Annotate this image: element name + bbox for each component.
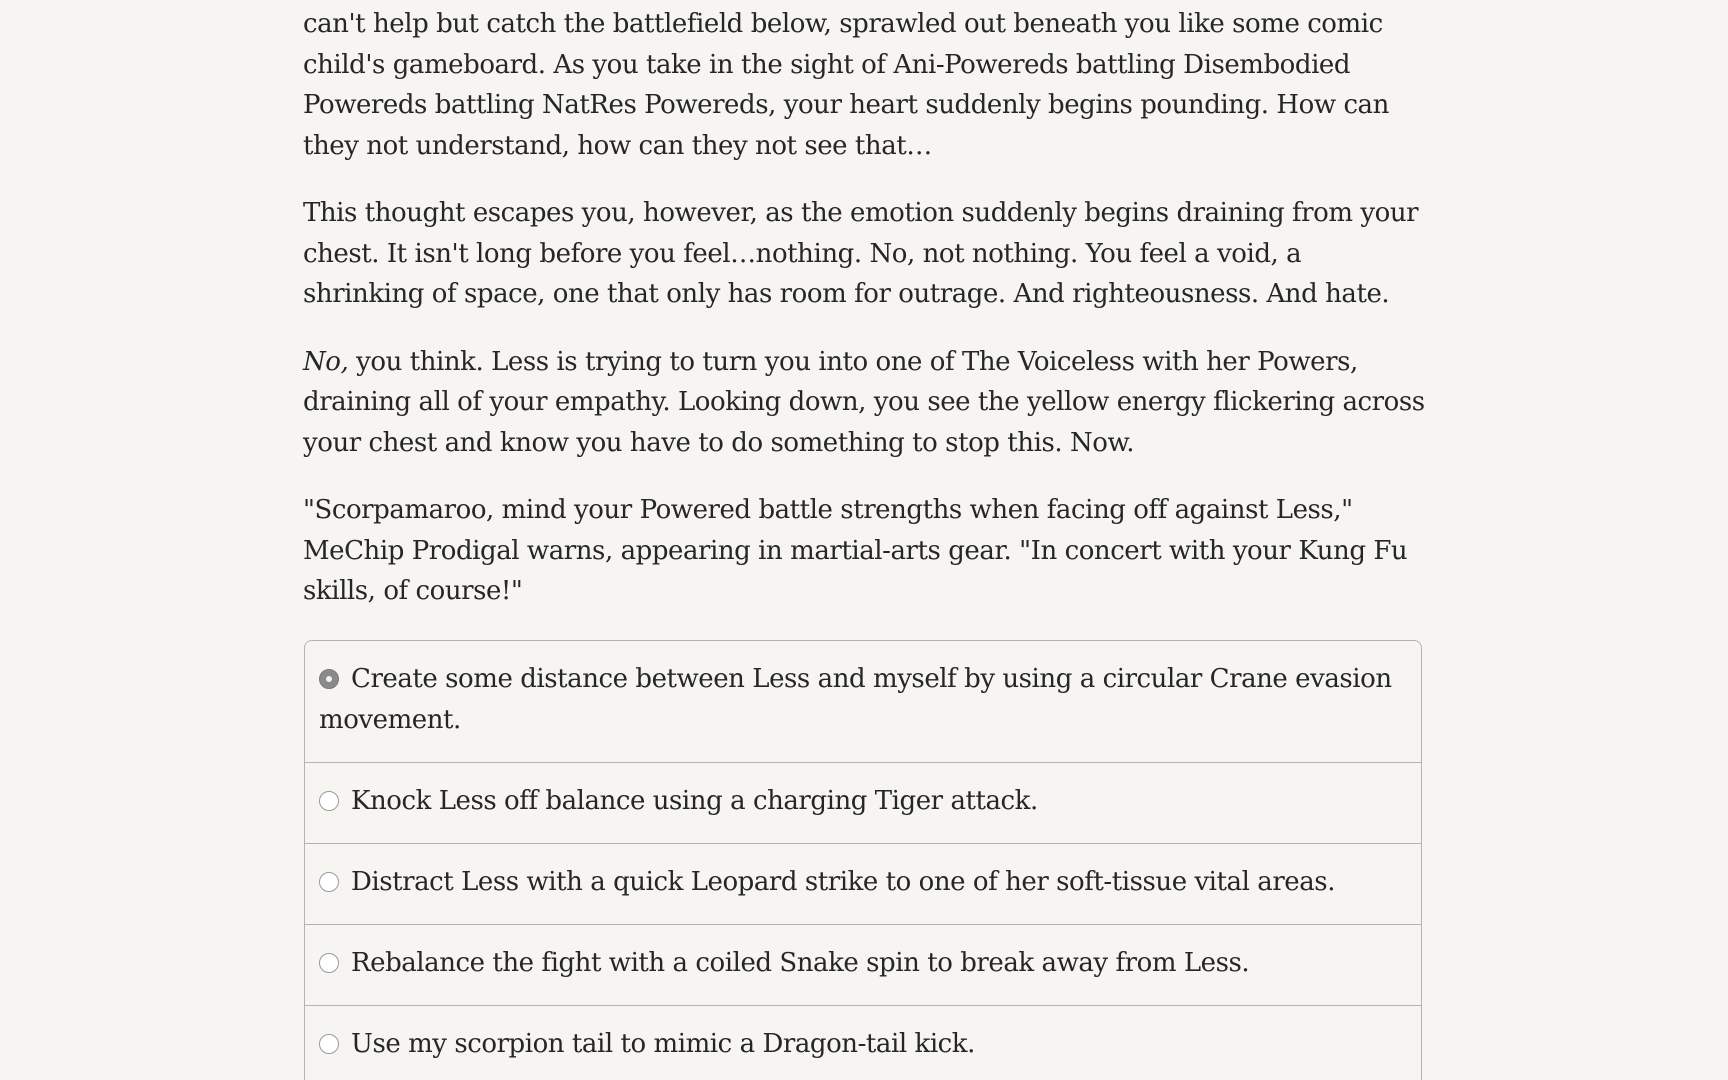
choice-option[interactable] xyxy=(305,763,1421,844)
radio-empty-icon[interactable] xyxy=(319,872,339,892)
story-emphasis: No, xyxy=(303,346,349,377)
story-paragraph: This thought escapes you, however, as the emotion suddenly begins draining from your chest. It isn't long before you feel…nothing. No, not nothing. You feel a void, a shrinking of space, one that only has room for outrage. And righteousness. And hate. xyxy=(303,198,1419,309)
choice-label: Use my scorpion tail to mimic a Dragon-tail kick. xyxy=(351,1029,975,1059)
choice-option[interactable] xyxy=(305,925,1421,1006)
radio-empty-icon[interactable] xyxy=(319,953,339,973)
choice-label: Rebalance the fight with a coiled Snake spin to break away from Less. xyxy=(351,948,1250,978)
story-paragraph: can't help but catch the battlefield below, sprawled out beneath you like some comic child's gameboard. As you take in the sight of Ani-Powereds battling Disembodied Powereds battling NatRes Powereds, your heart suddenly begins pounding. How can they not understand, how can they not see that… xyxy=(303,9,1389,161)
radio-empty-icon[interactable] xyxy=(319,791,339,811)
story-text xyxy=(303,4,1427,639)
radio-selected-icon[interactable] xyxy=(319,669,339,689)
choice-option[interactable] xyxy=(305,641,1421,763)
story-paragraph-text: you think. Less is trying to turn you into one of The Voiceless with her Powers, draining all of your empathy. Looking down, you see the yellow energy flickering across your chest and know you have to do something to stop this. Now. xyxy=(303,346,1425,458)
choice-list xyxy=(304,640,1422,1080)
choice-label: Distract Less with a quick Leopard strike to one of her soft-tissue vital areas. xyxy=(351,867,1336,897)
story-paragraph xyxy=(303,342,1427,464)
choice-label: Create some distance between Less and myself by using a circular Crane evasion movement. xyxy=(319,664,1392,735)
story-paragraph: "Scorpamaroo, mind your Powered battle strengths when facing off against Less," MeChip Prodigal warns, appearing in martial-arts gear. "In concert with your Kung Fu skills, of course!" xyxy=(303,495,1408,606)
choice-option[interactable] xyxy=(305,844,1421,925)
radio-empty-icon[interactable] xyxy=(319,1034,339,1054)
choice-option[interactable] xyxy=(305,1006,1421,1080)
choice-label: Knock Less off balance using a charging Tiger attack. xyxy=(351,786,1038,816)
